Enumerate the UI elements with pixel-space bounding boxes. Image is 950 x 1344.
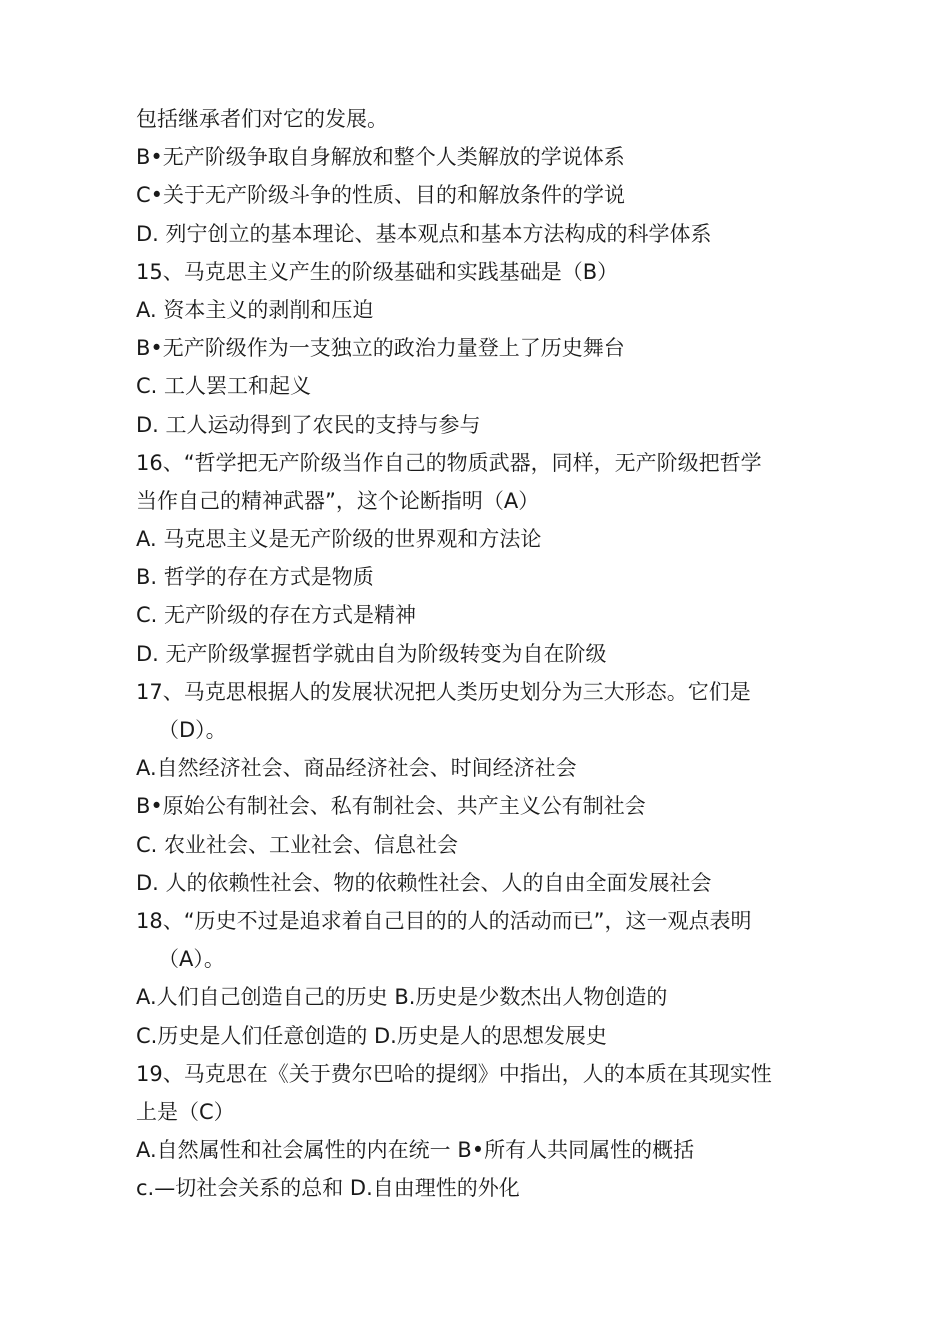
option-b: B•无产阶级争取自身解放和整个人类解放的学说体系: [136, 145, 625, 170]
question-17-answer: （D）。: [158, 718, 227, 742]
option-b: B•原始公有制社会、私有制社会、共产主义公有制社会: [136, 794, 646, 819]
option-c: C•关于无产阶级斗争的性质、目的和解放条件的学说: [136, 183, 626, 208]
option-d: D. 列宁创立的基本理论、基本观点和基本方法构成的科学体系: [136, 221, 712, 246]
option-d: D. 工人运动得到了农民的支持与参与: [136, 412, 481, 437]
option-b: B•无产阶级作为一支独立的政治力量登上了历史舞台: [136, 336, 625, 361]
option-a: A.自然经济社会、商品经济社会、时间经济社会: [136, 756, 577, 781]
question-19: 19、马克思在《关于费尔巴哈的提纲》中指出，人的本质在其现实性: [136, 1061, 772, 1086]
text-line: 包括继承者们对它的发展。: [136, 107, 388, 131]
option-b: B. 哲学的存在方式是物质: [136, 565, 374, 590]
option-a: A. 马克思主义是无产阶级的世界观和方法论: [136, 527, 542, 552]
option-a: A. 资本主义的剥削和压迫: [136, 297, 374, 322]
option-d: D. 无产阶级掌握哲学就由自为阶级转变为自在阶级: [136, 641, 607, 666]
option-c: C. 无产阶级的存在方式是精神: [136, 603, 417, 628]
question-18-answer: （A）。: [158, 947, 225, 972]
option-c: C. 工人罢工和起义: [136, 374, 312, 399]
options-c-d: c.—切社会关系的总和 D.自由理性的外化: [136, 1176, 520, 1201]
options-a-b: A.自然属性和社会属性的内在统一 B•所有人共同属性的概括: [136, 1138, 695, 1163]
question-17: 17、马克思根据人的发展状况把人类历史划分为三大形态。它们是: [136, 679, 751, 704]
document-body: [136, 100, 826, 1207]
options-a-b: A.人们自己创造自己的历史 B.历史是少数杰出人物创造的: [136, 985, 668, 1010]
question-16: 16、“哲学把无产阶级当作自己的物质武器，同样，无产阶级把哲学: [136, 450, 762, 475]
question-18: 18、“历史不过是追求着自己目的的人的活动而已”，这一观点表明: [136, 908, 752, 933]
question-16-continued: 当作自己的精神武器”，这个论断指明（A）: [136, 488, 540, 513]
options-c-d: C.历史是人们任意创造的 D.历史是人的思想发展史: [136, 1023, 607, 1048]
option-d: D. 人的依赖性社会、物的依赖性社会、人的自由全面发展社会: [136, 870, 712, 895]
question-19-continued: 上是（C）: [136, 1099, 235, 1124]
option-c: C. 农业社会、工业社会、信息社会: [136, 832, 459, 857]
question-15: 15、马克思主义产生的阶级基础和实践基础是（B）: [136, 259, 619, 284]
